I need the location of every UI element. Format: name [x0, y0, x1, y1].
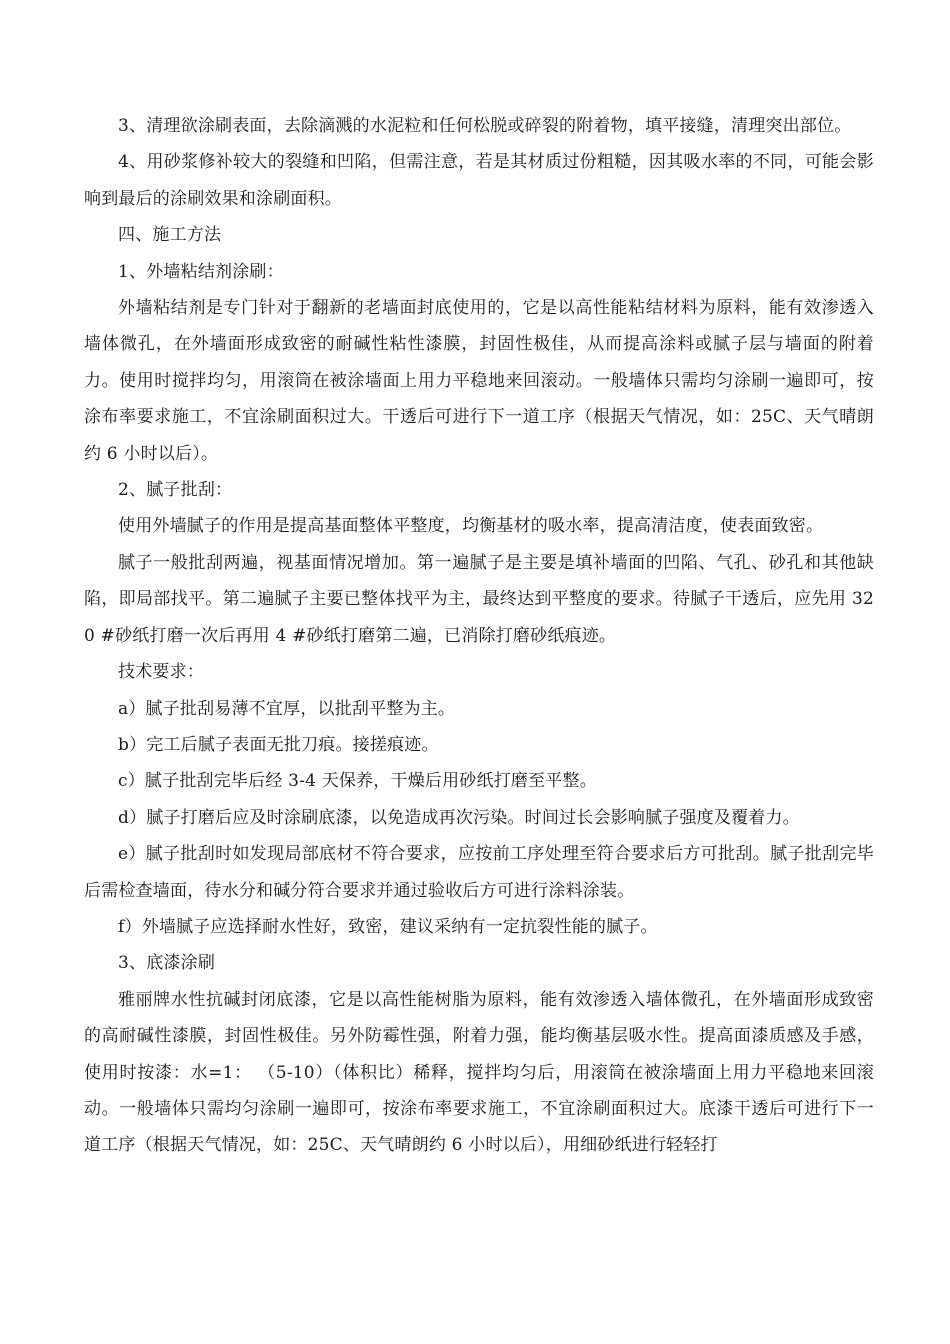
- requirement-item-b: b）完工后腻子表面无批刀痕。接搓痕迹。: [118, 734, 439, 755]
- heading-putty-scraping: 2、腻子批刮：: [118, 480, 233, 501]
- heading-adhesive-coating: 1、外墙粘结剂涂刷：: [118, 261, 284, 282]
- paragraph-primer-description: 雅丽牌水性抗碱封闭底漆，它是以高性能树脂为原料，能有效渗透入墙体微孔，在外墙面形成致密的高耐碱性漆膜，封固性极佳。另外防霉性强，附着力强，能均衡基层吸水性。提高面漆质感及手感，使用时按漆：水=1： （5-10）（体积比）稀释，搅拌均匀后，用滚筒在被涂墙面上用力平稳地来回滚动。一般墙体只需均匀涂刷一遍即可，按涂布率要求施工，不宜涂刷面积过大。底漆干透后可进行下一道工序（根据天气情况，如：25C、天气晴朗约 6 小时以后），用细砂纸进行轻轻打: [84, 989, 874, 1156]
- paragraph-adhesive-description: 外墙粘结剂是专门针对于翻新的老墙面封底使用的，它是以高性能粘结材料为原料，能有效渗透入墙体微孔，在外墙面形成致密的耐碱性粘性漆膜，封固性极佳，从而提高涂料或腻子层与墙面的附着力。使用时搅拌均匀，用滚筒在被涂墙面上用力平稳地来回滚动。一般墙体只需均匀涂刷一遍即可，按涂布率要求施工，不宜涂刷面积过大。干透后可进行下一道工序（根据天气情况，如：25C、天气晴朗约 6 小时以后）。: [84, 298, 874, 464]
- document-body: [84, 108, 874, 1164]
- requirement-item-d: d）腻子打磨后应及时涂刷底漆，以免造成再次污染。时间过长会影响腻子强度及覆着力。: [118, 807, 800, 828]
- paragraph-mortar-repair: 4、用砂浆修补较大的裂缝和凹陷，但需注意，若是其材质过份粗糙，因其吸水率的不同，可能会影响到最后的涂刷效果和涂刷面积。: [84, 152, 874, 209]
- requirement-item-e: e）腻子批刮时如发现局部底材不符合要求，应按前工序处理至符合要求后方可批刮。腻子批刮完毕后需检查墙面，待水分和碱分符合要求并通过验收后方可进行涂料涂装。: [84, 844, 874, 901]
- heading-construction-method: 四、施工方法: [118, 225, 222, 246]
- paragraph-putty-purpose: 使用外墙腻子的作用是提高基面整体平整度，均衡基材的吸水率，提高清洁度，使表面致密。: [118, 516, 824, 537]
- paragraph-cleaning-surface: 3、清理欲涂刷表面，去除滴溅的水泥粒和任何松脱或碎裂的附着物，填平接缝，清理突出部位。: [118, 116, 852, 136]
- paragraph-putty-process: 腻子一般批刮两遍，视基面情况增加。第一遍腻子是主要是填补墙面的凹陷、气孔、砂孔和其他缺陷，即局部找平。第二遍腻子主要已整体找平为主，最终达到平整度的要求。待腻子干透后，应先用 320 #砂纸打磨一次后再用 4 #砂纸打磨第二遍，已消除打磨砂纸痕迹。: [84, 552, 874, 646]
- requirement-item-c: c）腻子批刮完毕后经 3-4 天保养，干燥后用砂纸打磨至平整。: [118, 771, 597, 792]
- heading-technical-requirements: 技术要求：: [118, 662, 204, 683]
- requirement-item-a: a）腻子批刮易薄不宜厚，以批刮平整为主。: [118, 698, 456, 719]
- heading-primer-coating: 3、底漆涂刷: [118, 953, 216, 974]
- requirement-item-f: f）外墙腻子应选择耐水性好，致密，建议采纳有一定抗裂性能的腻子。: [118, 916, 658, 937]
